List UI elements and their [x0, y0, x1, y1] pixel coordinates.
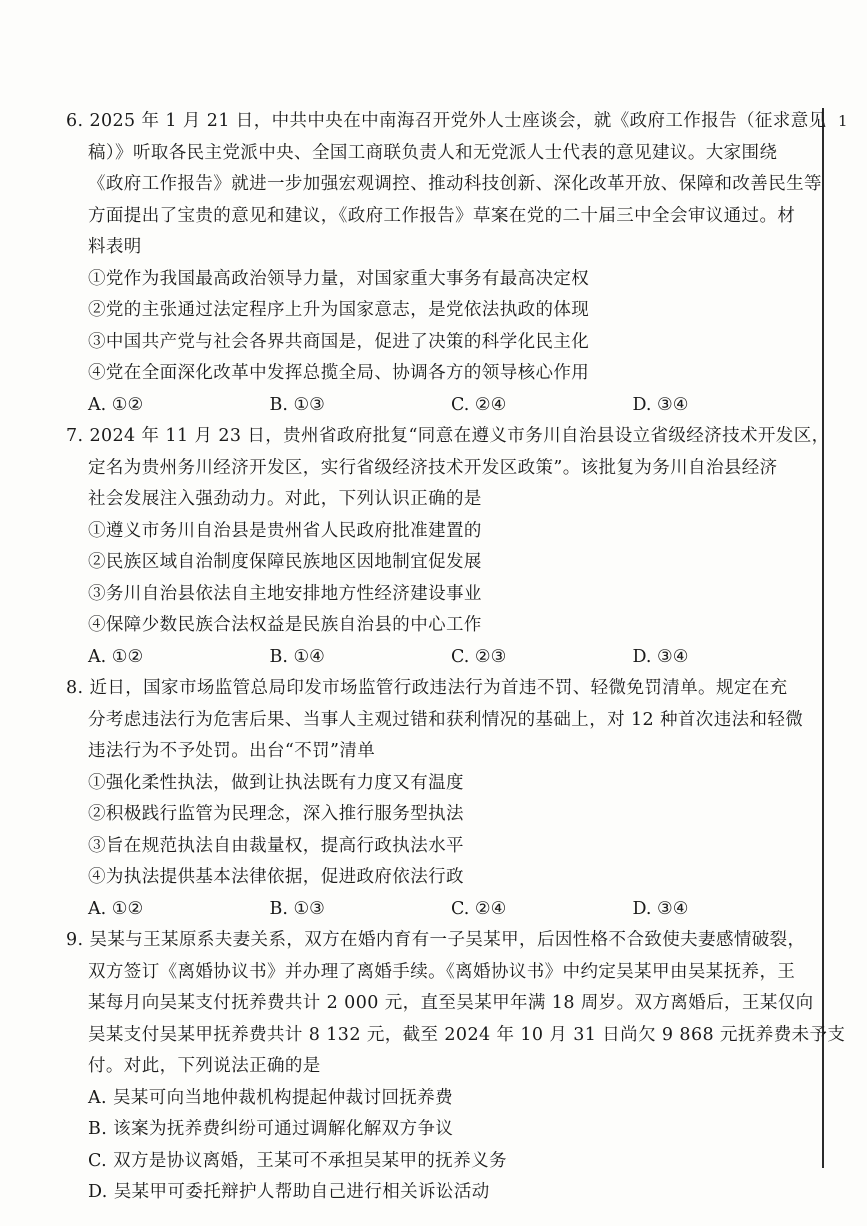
answer-choice: A. ①②	[88, 898, 144, 919]
question-option-item: A. 吴某可向当地仲裁机构提起仲裁讨回抚养费	[88, 1087, 454, 1108]
question-stem-line: 双方签订《离婚协议书》并办理了离婚手续。《离婚协议书》中约定吴某甲由吴某抚养，王	[88, 961, 796, 982]
question-option-item: ①遵义市务川自治县是贵州省人民政府批准建置的	[88, 520, 482, 541]
answer-choices	[66, 390, 814, 422]
question-8	[66, 673, 814, 925]
question-stem-line: 《政府工作报告》就进一步加强宏观调控、推动科技创新、深化改革开放、保障和改善民生等	[88, 174, 822, 194]
answer-choice: A. ①②	[88, 646, 144, 667]
answer-choice: A. ①②	[88, 394, 144, 415]
question-stem-line: 违法行为不予处罚。出台“不罚”清单	[88, 741, 376, 761]
question-7	[66, 421, 830, 673]
question-stem-line: 吴某支付吴某甲抚养费共计 8 132 元，截至 2024 年 10 月 31 日尚欠 9 868 元抚养费未予支	[88, 1024, 846, 1045]
question-stem-line: 分考虑违法行为危害后果、当事人主观过错和获利情况的基础上，对 12 种首次违法和轻微	[88, 709, 804, 730]
question-stem-line: 社会发展注入强劲动力。对此，下列认识正确的是	[88, 489, 482, 509]
answer-choices	[66, 894, 814, 926]
question-list	[66, 106, 846, 1209]
answer-choice: D. ③④	[632, 646, 689, 667]
question-option-item: ③中国共产党与社会各界共商国是，促进了决策的科学化民主化	[88, 331, 590, 352]
question-option-item: D. 吴某甲可委托辩护人帮助自己进行相关诉讼活动	[88, 1182, 490, 1202]
answer-choice: C. ②④	[451, 394, 507, 415]
question-option-item: B. 该案为抚养费纠纷可通过调解化解双方争议	[88, 1119, 454, 1139]
question-option-item: ③务川自治县依法自主地安排地方性经济建设事业	[88, 583, 482, 604]
question-stem-line: 料表明	[88, 237, 142, 257]
answer-choices	[66, 642, 814, 674]
question-option-item: ④为执法提供基本法律依据，促进政府依法行政	[88, 867, 464, 887]
answer-choice: D. ③④	[632, 898, 689, 919]
question-option-item: ③旨在规范执法自由裁量权，提高行政执法水平	[88, 835, 464, 856]
question-stem-line: 方面提出了宝贵的意见和建议，《政府工作报告》草案在党的二十届三中全会审议通过。材	[88, 205, 796, 226]
question-option-item: ④保障少数民族合法权益是民族自治县的中心工作	[88, 615, 482, 635]
answer-choice: C. ②④	[451, 898, 507, 919]
question-stem-line: 6. 2025 年 1 月 21 日，中共中央在中南海召开党外人士座谈会，就《政府工作报告（征求意见	[66, 111, 827, 131]
question-stem-line: 7. 2024 年 11 月 23 日，贵州省政府批复“同意在遵义市务川自治县设立省级经济技术开发区，	[66, 426, 830, 446]
question-option-item: ①强化柔性执法，做到让执法既有力度又有温度	[88, 772, 464, 793]
question-option-item: ①党作为我国最高政治领导力量，对国家重大事务有最高决定权	[88, 268, 590, 289]
question-option-item: ④党在全面深化改革中发挥总揽全局、协调各方的领导核心作用	[88, 363, 590, 383]
answer-choice: B. ①④	[269, 646, 325, 667]
question-stem-line: 稿）》听取各民主党派中央、全国工商联负责人和无党派人士代表的意见建议。大家围绕	[88, 142, 778, 163]
margin-rule	[822, 108, 824, 1168]
question-option-item: ②民族区域自治制度保障民族地区因地制宜促发展	[88, 552, 482, 572]
question-stem-line: 付。对此，下列说法正确的是	[88, 1056, 321, 1076]
question-9	[66, 925, 846, 1209]
question-option-item: C. 双方是协议离婚，王某可不承担吴某甲的抚养义务	[88, 1150, 507, 1171]
page-number: 1	[838, 112, 848, 130]
question-stem-line: 定名为贵州务川经济开发区，实行省级经济技术开发区政策”。该批复为务川自治县经济	[88, 457, 778, 478]
question-stem-line: 某每月向吴某支付抚养费共计 2 000 元，直至吴某甲年满 18 周岁。双方离婚后，王某仅向	[88, 993, 814, 1013]
answer-choice: C. ②③	[451, 646, 507, 667]
question-stem-line: 9. 吴某与王某原系夫妻关系，双方在婚内育有一子吴某甲，后因性格不合致使夫妻感情破裂，	[66, 930, 806, 950]
question-option-item: ②党的主张通过法定程序上升为国家意志，是党依法执政的体现	[88, 300, 590, 320]
answer-choice: D. ③④	[632, 394, 689, 415]
question-stem-line: 8. 近日，国家市场监管总局印发市场监管行政违法行为首违不罚、轻微免罚清单。规定在充	[66, 678, 788, 698]
question-option-item: ②积极践行监管为民理念，深入推行服务型执法	[88, 804, 464, 824]
answer-choice: B. ①③	[269, 898, 325, 919]
answer-choice: B. ①③	[269, 394, 325, 415]
question-6	[66, 106, 827, 421]
